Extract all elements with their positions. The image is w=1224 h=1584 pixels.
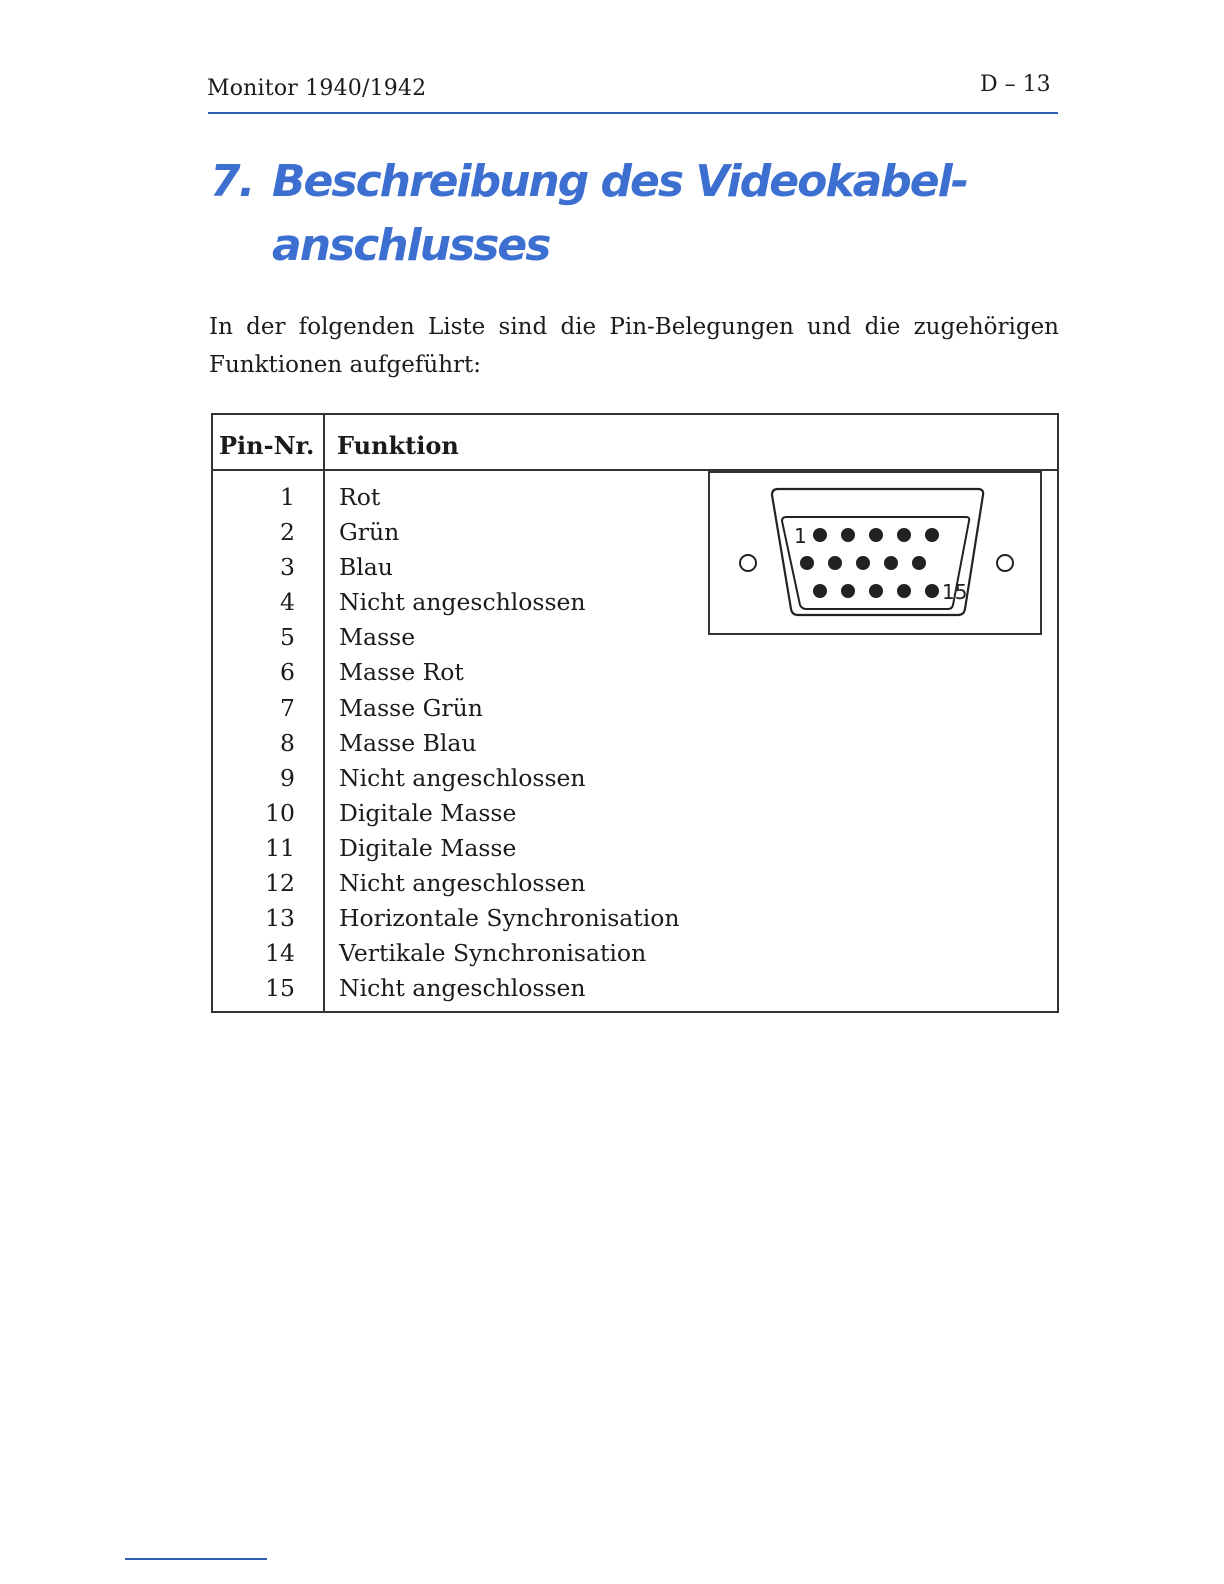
pin-function: Rot xyxy=(339,483,381,511)
table-row xyxy=(213,834,913,869)
pin-function: Digitale Masse xyxy=(339,798,517,827)
pin-label-first: 1 xyxy=(794,524,807,548)
column-header-function: Funktion xyxy=(337,431,459,460)
pin-label-last: 15 xyxy=(942,580,968,604)
pin-number: 14 xyxy=(265,939,295,968)
pin-number: 13 xyxy=(265,904,295,933)
pin-number: 9 xyxy=(280,763,295,792)
pin-function: Nicht angeschlossen xyxy=(339,588,586,617)
pin-number: 3 xyxy=(280,553,295,582)
pin-row-2 xyxy=(800,556,926,570)
pin-function: Digitale Masse xyxy=(339,833,517,862)
table-row xyxy=(213,869,913,904)
pin-number: 15 xyxy=(265,974,295,1003)
table-row xyxy=(213,658,913,693)
pin-number: 11 xyxy=(265,833,295,862)
pin-assignment-table xyxy=(211,413,1059,1013)
section-title-line-2: anschlusses xyxy=(272,220,550,271)
section-number: 7. xyxy=(210,156,254,207)
table-row xyxy=(213,904,913,939)
pin-row-3 xyxy=(813,584,939,598)
header-rule xyxy=(208,112,1058,114)
pin-function: Blau xyxy=(339,553,393,582)
table-row xyxy=(213,729,913,764)
pin-number: 7 xyxy=(280,693,295,722)
pin-function: Masse Grün xyxy=(339,693,483,722)
column-header-pin: Pin-Nr. xyxy=(219,431,315,460)
table-row xyxy=(213,799,913,834)
section-title-line-1: Beschreibung des Videokabel- xyxy=(272,156,967,207)
pin-function: Masse Blau xyxy=(339,728,477,757)
pin-number: 10 xyxy=(265,798,295,827)
pin-number: 8 xyxy=(280,728,295,757)
pin-number: 2 xyxy=(280,518,295,547)
page-number: D – 13 xyxy=(980,72,1051,97)
pin-number: 4 xyxy=(280,588,295,617)
d-sub-connector-icon xyxy=(710,473,1040,633)
pin-function: Horizontale Synchronisation xyxy=(339,904,680,933)
intro-paragraph: In der folgenden Liste sind die Pin-Belegungen und die zugehörigen Funktionen aufgeführt: xyxy=(209,314,1059,378)
pin-number: 6 xyxy=(280,658,295,687)
pin-function: Masse Rot xyxy=(339,658,464,687)
pin-function: Masse xyxy=(339,623,416,652)
table-row xyxy=(213,974,913,1009)
vga-connector-diagram xyxy=(708,471,1042,635)
running-header-title: Monitor 1940/1942 xyxy=(207,76,427,101)
pin-function: Nicht angeschlossen xyxy=(339,869,586,898)
pin-function: Nicht angeschlossen xyxy=(339,763,586,792)
pin-number: 5 xyxy=(280,623,295,652)
section-heading xyxy=(210,150,1110,278)
pin-function: Grün xyxy=(339,518,400,547)
table-row xyxy=(213,939,913,974)
footer-rule xyxy=(125,1558,267,1560)
pin-function: Vertikale Synchronisation xyxy=(339,939,647,968)
table-row xyxy=(213,694,913,729)
table-row xyxy=(213,764,913,799)
pin-function: Nicht angeschlossen xyxy=(339,974,586,1003)
pin-row-1 xyxy=(813,528,939,542)
pin-number: 1 xyxy=(280,483,295,511)
pin-number: 12 xyxy=(265,869,295,898)
